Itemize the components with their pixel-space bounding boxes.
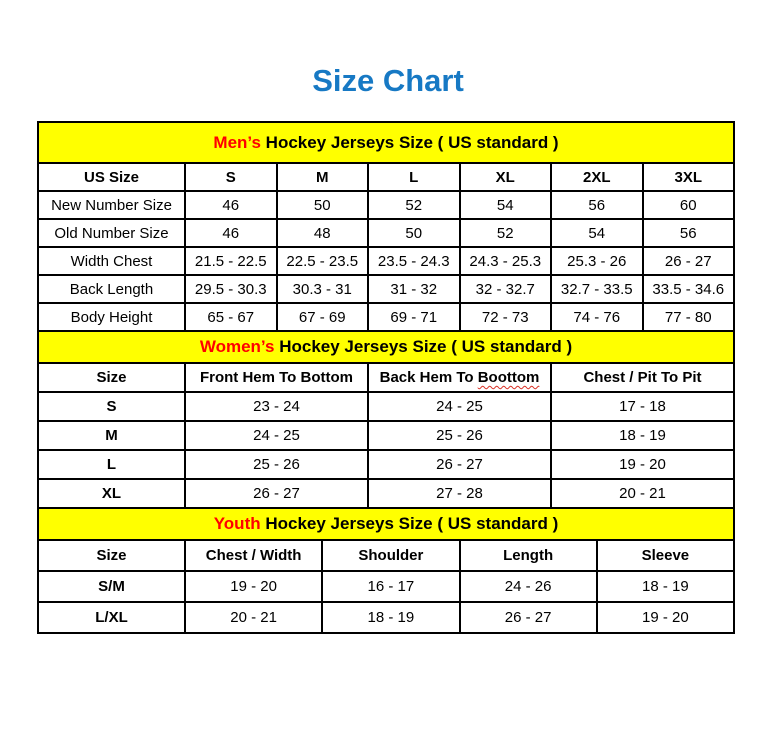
mens-value-cell: 21.5 - 22.5 [185, 247, 277, 275]
mens-value-cell: 32.7 - 33.5 [551, 275, 643, 303]
mens-row [38, 303, 734, 331]
womens-size-table [37, 330, 735, 509]
womens-col-header: Chest / Pit To Pit [551, 363, 734, 392]
youth-col-header: Size [38, 540, 185, 571]
womens-value-cell: 27 - 28 [368, 479, 551, 508]
youth-value-cell: 18 - 19 [322, 602, 459, 633]
mens-value-cell: 22.5 - 23.5 [277, 247, 369, 275]
womens-value-cell: 19 - 20 [551, 450, 734, 479]
youth-row [38, 602, 734, 633]
mens-row-label: Back Length [38, 275, 185, 303]
womens-value-cell: 24 - 25 [185, 421, 368, 450]
youth-section-title [38, 508, 734, 540]
youth-value-cell: 26 - 27 [460, 602, 597, 633]
womens-header-row [38, 363, 734, 392]
mens-col-header: 3XL [643, 163, 735, 191]
youth-size-table [37, 507, 735, 634]
mens-section-title [38, 122, 734, 163]
womens-title-rest: Hockey Jerseys Size ( US standard ) [274, 337, 573, 356]
mens-row [38, 191, 734, 219]
womens-row [38, 479, 734, 508]
womens-row [38, 421, 734, 450]
womens-value-cell: 20 - 21 [551, 479, 734, 508]
youth-header-row [38, 540, 734, 571]
mens-value-cell: 23.5 - 24.3 [368, 247, 460, 275]
mens-value-cell: 26 - 27 [643, 247, 735, 275]
youth-col-header: Sleeve [597, 540, 734, 571]
womens-value-cell: 24 - 25 [368, 392, 551, 421]
womens-col-header: Size [38, 363, 185, 392]
misspelled-word: Boottom [477, 369, 540, 386]
mens-header-row [38, 163, 734, 191]
mens-value-cell: 29.5 - 30.3 [185, 275, 277, 303]
womens-value-cell: 26 - 27 [185, 479, 368, 508]
mens-section-row [38, 122, 734, 163]
womens-col-header-text: Back Hem To [379, 369, 478, 386]
mens-value-cell: 52 [368, 191, 460, 219]
youth-section-row [38, 508, 734, 540]
mens-size-table [37, 121, 735, 332]
mens-row-label: Old Number Size [38, 219, 185, 247]
mens-value-cell: 65 - 67 [185, 303, 277, 331]
womens-section-title [38, 331, 734, 363]
mens-value-cell: 24.3 - 25.3 [460, 247, 552, 275]
youth-value-cell: 24 - 26 [460, 571, 597, 602]
mens-col-header: M [277, 163, 369, 191]
youth-row [38, 571, 734, 602]
youth-col-header: Chest / Width [185, 540, 322, 571]
youth-value-cell: 18 - 19 [597, 571, 734, 602]
youth-value-cell: 19 - 20 [597, 602, 734, 633]
youth-value-cell: 20 - 21 [185, 602, 322, 633]
mens-value-cell: 54 [460, 191, 552, 219]
youth-title-accent: Youth [213, 514, 261, 533]
womens-row [38, 392, 734, 421]
mens-value-cell: 33.5 - 34.6 [643, 275, 735, 303]
womens-value-cell: 17 - 18 [551, 392, 734, 421]
mens-value-cell: 32 - 32.7 [460, 275, 552, 303]
womens-col-header [368, 363, 551, 392]
mens-row [38, 275, 734, 303]
womens-col-header: Front Hem To Bottom [185, 363, 368, 392]
youth-value-cell: 19 - 20 [185, 571, 322, 602]
youth-col-header: Length [460, 540, 597, 571]
youth-value-cell: 16 - 17 [322, 571, 459, 602]
mens-value-cell: 56 [551, 191, 643, 219]
womens-value-cell: 26 - 27 [368, 450, 551, 479]
mens-value-cell: 31 - 32 [368, 275, 460, 303]
mens-value-cell: 77 - 80 [643, 303, 735, 331]
mens-value-cell: 46 [185, 191, 277, 219]
size-chart-page [0, 58, 776, 634]
mens-title-accent: Men’s [213, 132, 261, 152]
mens-row-label: Width Chest [38, 247, 185, 275]
page-title: Size Chart [312, 63, 464, 98]
womens-row [38, 450, 734, 479]
womens-value-cell: 18 - 19 [551, 421, 734, 450]
mens-value-cell: 74 - 76 [551, 303, 643, 331]
mens-value-cell: 54 [551, 219, 643, 247]
mens-col-header: 2XL [551, 163, 643, 191]
youth-row-label: L/XL [38, 602, 185, 633]
youth-title-rest: Hockey Jerseys Size ( US standard ) [260, 514, 559, 533]
mens-col-header: US Size [38, 163, 185, 191]
womens-value-cell: 25 - 26 [368, 421, 551, 450]
youth-col-header: Shoulder [322, 540, 459, 571]
mens-row [38, 219, 734, 247]
womens-row-label: L [38, 450, 185, 479]
mens-value-cell: 56 [643, 219, 735, 247]
womens-row-label: S [38, 392, 185, 421]
youth-row-label: S/M [38, 571, 185, 602]
mens-value-cell: 30.3 - 31 [277, 275, 369, 303]
mens-value-cell: 60 [643, 191, 735, 219]
mens-row-label: Body Height [38, 303, 185, 331]
womens-value-cell: 25 - 26 [185, 450, 368, 479]
womens-row-label: XL [38, 479, 185, 508]
mens-value-cell: 46 [185, 219, 277, 247]
mens-value-cell: 50 [368, 219, 460, 247]
size-chart-tables [37, 121, 735, 634]
mens-col-header: XL [460, 163, 552, 191]
mens-value-cell: 50 [277, 191, 369, 219]
womens-section-row [38, 331, 734, 363]
mens-value-cell: 25.3 - 26 [551, 247, 643, 275]
mens-value-cell: 72 - 73 [460, 303, 552, 331]
mens-col-header: L [368, 163, 460, 191]
mens-col-header: S [185, 163, 277, 191]
mens-value-cell: 52 [460, 219, 552, 247]
mens-row [38, 247, 734, 275]
womens-row-label: M [38, 421, 185, 450]
mens-value-cell: 67 - 69 [277, 303, 369, 331]
mens-value-cell: 69 - 71 [368, 303, 460, 331]
mens-row-label: New Number Size [38, 191, 185, 219]
womens-title-accent: Women’s [199, 337, 275, 356]
womens-value-cell: 23 - 24 [185, 392, 368, 421]
mens-title-rest: Hockey Jerseys Size ( US standard ) [260, 132, 559, 152]
mens-value-cell: 48 [277, 219, 369, 247]
